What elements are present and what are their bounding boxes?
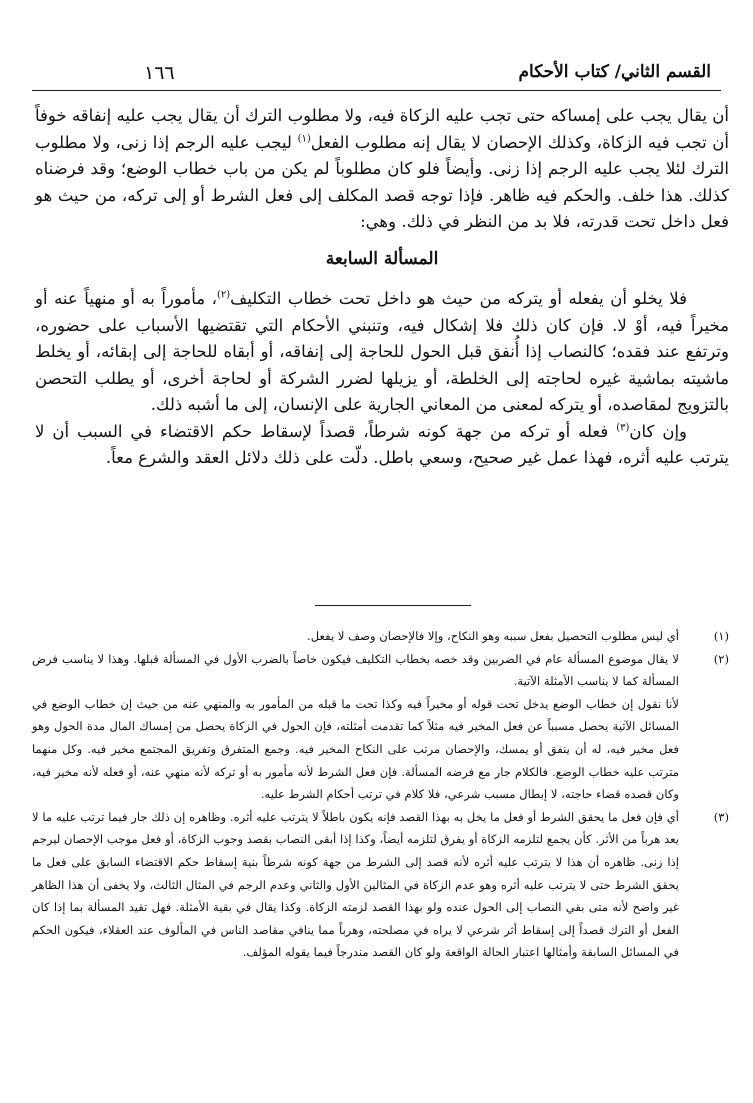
footnote-text: أي ليس مطلوب التحصيل بفعل سببه وهو النكاح، وإلا فالإحصان وصف لا يفعل. xyxy=(307,629,679,643)
paragraph-2: فلا يخلو أن يفعله أو يتركه من حيث هو داخل تحت خطاب التكليف$^{(٢)}$، مأموراً به أو منهياً عنه أو مخيراً فيه، أوْ لا. فإن كان ذلك فلا إشكال فيه، وتنبني الأحكام التي تقتضيها الأسباب على حضوره، وترتفع عند فقده؛ كالنصاب إذا أُنفق قبل الحول للحاجة إلى إنفاقه، أو أبقاه للحاجة إلى إبقائه، أو يخلط ماشيته بماشية غيره لحاجته إلى الخلطة، أو يزيلها لضرر الشركة أو لحاجة أخرى، أو يطلب التحصن بالتزويج لمقاصده، أو يتركه لمعنى من المعاني الجارية على الإنسان، إلى ما أشبه ذلك. xyxy=(35,289,729,414)
footnote-number: (١) xyxy=(713,629,729,643)
footnote-number: (٣) xyxy=(713,809,729,824)
main-text xyxy=(35,103,729,472)
paragraph-3: وإن كان$^{(٣)}$ فعله أو تركه من جهة كونه شرطاً، قصداً لإسقاط حكم الاقتضاء في السبب أن لا يترتب عليه أثره، فهذا عمل غير صحيح، وسعي باطل. دلّت على ذلك دلائل العقد والشرع معاً. xyxy=(35,421,729,467)
footnote-text: لأنا نقول إن خطاب الوضع يدخل تحت قوله أو مخيراً فيه وكذا تحت ما قبله من المأمور به والمنهي عنه من حيث إن خطاب الوضع في المسائل الآتية يحصل مسبباً عن فعل المخير فيه مثلاً كما تقدمت أمثلته، فإن الحول في الزكاة يحصل من إمساك المال مدة الحول وهو فعل مخير فيه، له أن ينفق أو يمسك، والإحصان مرتب على النكاح المخير فيه. وجمع المتفرق وتفريق المجتمع مخير فيه. وكل منهما مترتب عليه خطاب الوضع. فالكلام جار مع فرضه المسألة. فإن فعل الشرط لأنه مأمور به أو تركه لأنه منهي عنه، أو فعله لأنه مخير فيه، وكان قصده قضاء حاجته، لا إبطال مسبب شرعي، فلا كلام في ترتب أحكام الشرط عليه. xyxy=(32,696,679,802)
footnote-text: أي فإن فعل ما يحقق الشرط أو فعل ما يخل به بهذا القصد فإنه يكون باطلاً لا يترتب عليه أثره. وظاهره إن ذلك جار فيما ترتب عليه ما لا يعد هرباً من الأثر. كأن يجمع لتلزمه الزكاة أو يفرق لتلزمه أيضاً، وكذا إذا أبقى النصاب بقصد وجوب الزكاة، أو فعل موجب الإحصان ليرجم إذا زنى. ظاهره أن هذا لا يترتب عليه أثره لأنه قصد إلى الشرط من جهة كونه شرطاً بنية إسقاط حكم الاقتضاء السابق على فعل ما يحقق الشرط حتى لا يترتب عليه أثره وهو عدم الزكاة في المثالين الأول والثاني وعدم الرجم في المثال الثالث، ولا يخفى أن هذا الظاهر غير واضح لأنه متى بقي النصاب إلى الحول عنده ولو بهذا القصد لزمته الزكاة. وكذا يقال في بقية الأمثلة. فهل تقيد المسألة بما إذا كان الفعل أو الترك قصداً إلى إسقاط أثر شرعي لا يراه في مصلحته، وهرباً مما ينافي مقاصد الناس في المألوف عند العقلاء، فيكون الحكم في المسائل السابقة وأمثالها اعتبار الحالة الواقعة ولو كان القصد مندرجاً فيما يقوله المؤلف. xyxy=(32,809,679,960)
footnote-ref-1: (١) xyxy=(297,133,311,144)
footnote-separator xyxy=(315,605,471,606)
footnote-text: لا يقال موضوع المسألة عام في الضربين وقد خصه بخطاب التكليف فيكون خاصاً بالضرب الأول في المسألة قبلها. وهذا لا يناسب فرض المسألة كما لا يناسب الأمثلة الآتية. xyxy=(32,651,679,689)
footnote-ref-3: (٣) xyxy=(616,422,630,433)
paragraph-continuation: أن يقال يجب على إمساكه حتى تجب عليه الزكاة فيه، ولا مطلوب الترك أن يقال يجب عليه إنفاقه خوفاً أن تجب فيه الزكاة، وكذلك الإحصان لا يقال إنه مطلوب الفعل$^{(١)}$ ليجب عليه الرجم إذا زنى، ولا مطلوب الترك لئلا يجب عليه الرجم إذا زنى. وأيضاً فلو كان مطلوباً لم يكن من باب خطاب الوضع؛ وقد فرضناه كذلك. هذا خلف. والحكم فيه ظاهر. فإذا توجه قصد المكلف إلى فعل الشرط أو إلى تركه، من حيث هو فعل داخل تحت قدرته، فلا بد من النظر في ذلك. وهي: xyxy=(35,106,729,231)
footnote-number: (٢) xyxy=(713,651,729,666)
page-number: ١٦٦ xyxy=(144,62,175,84)
footnotes xyxy=(32,625,729,964)
footnote-2 xyxy=(32,648,729,806)
running-head: القسم الثاني/ كتاب الأحكام xyxy=(518,62,711,82)
footnote-ref-2: (٢) xyxy=(216,289,231,301)
section-title: المسألة السابعة xyxy=(325,248,439,269)
footnote-1 xyxy=(32,625,729,648)
page-header xyxy=(32,60,721,91)
footnote-3 xyxy=(32,806,729,964)
